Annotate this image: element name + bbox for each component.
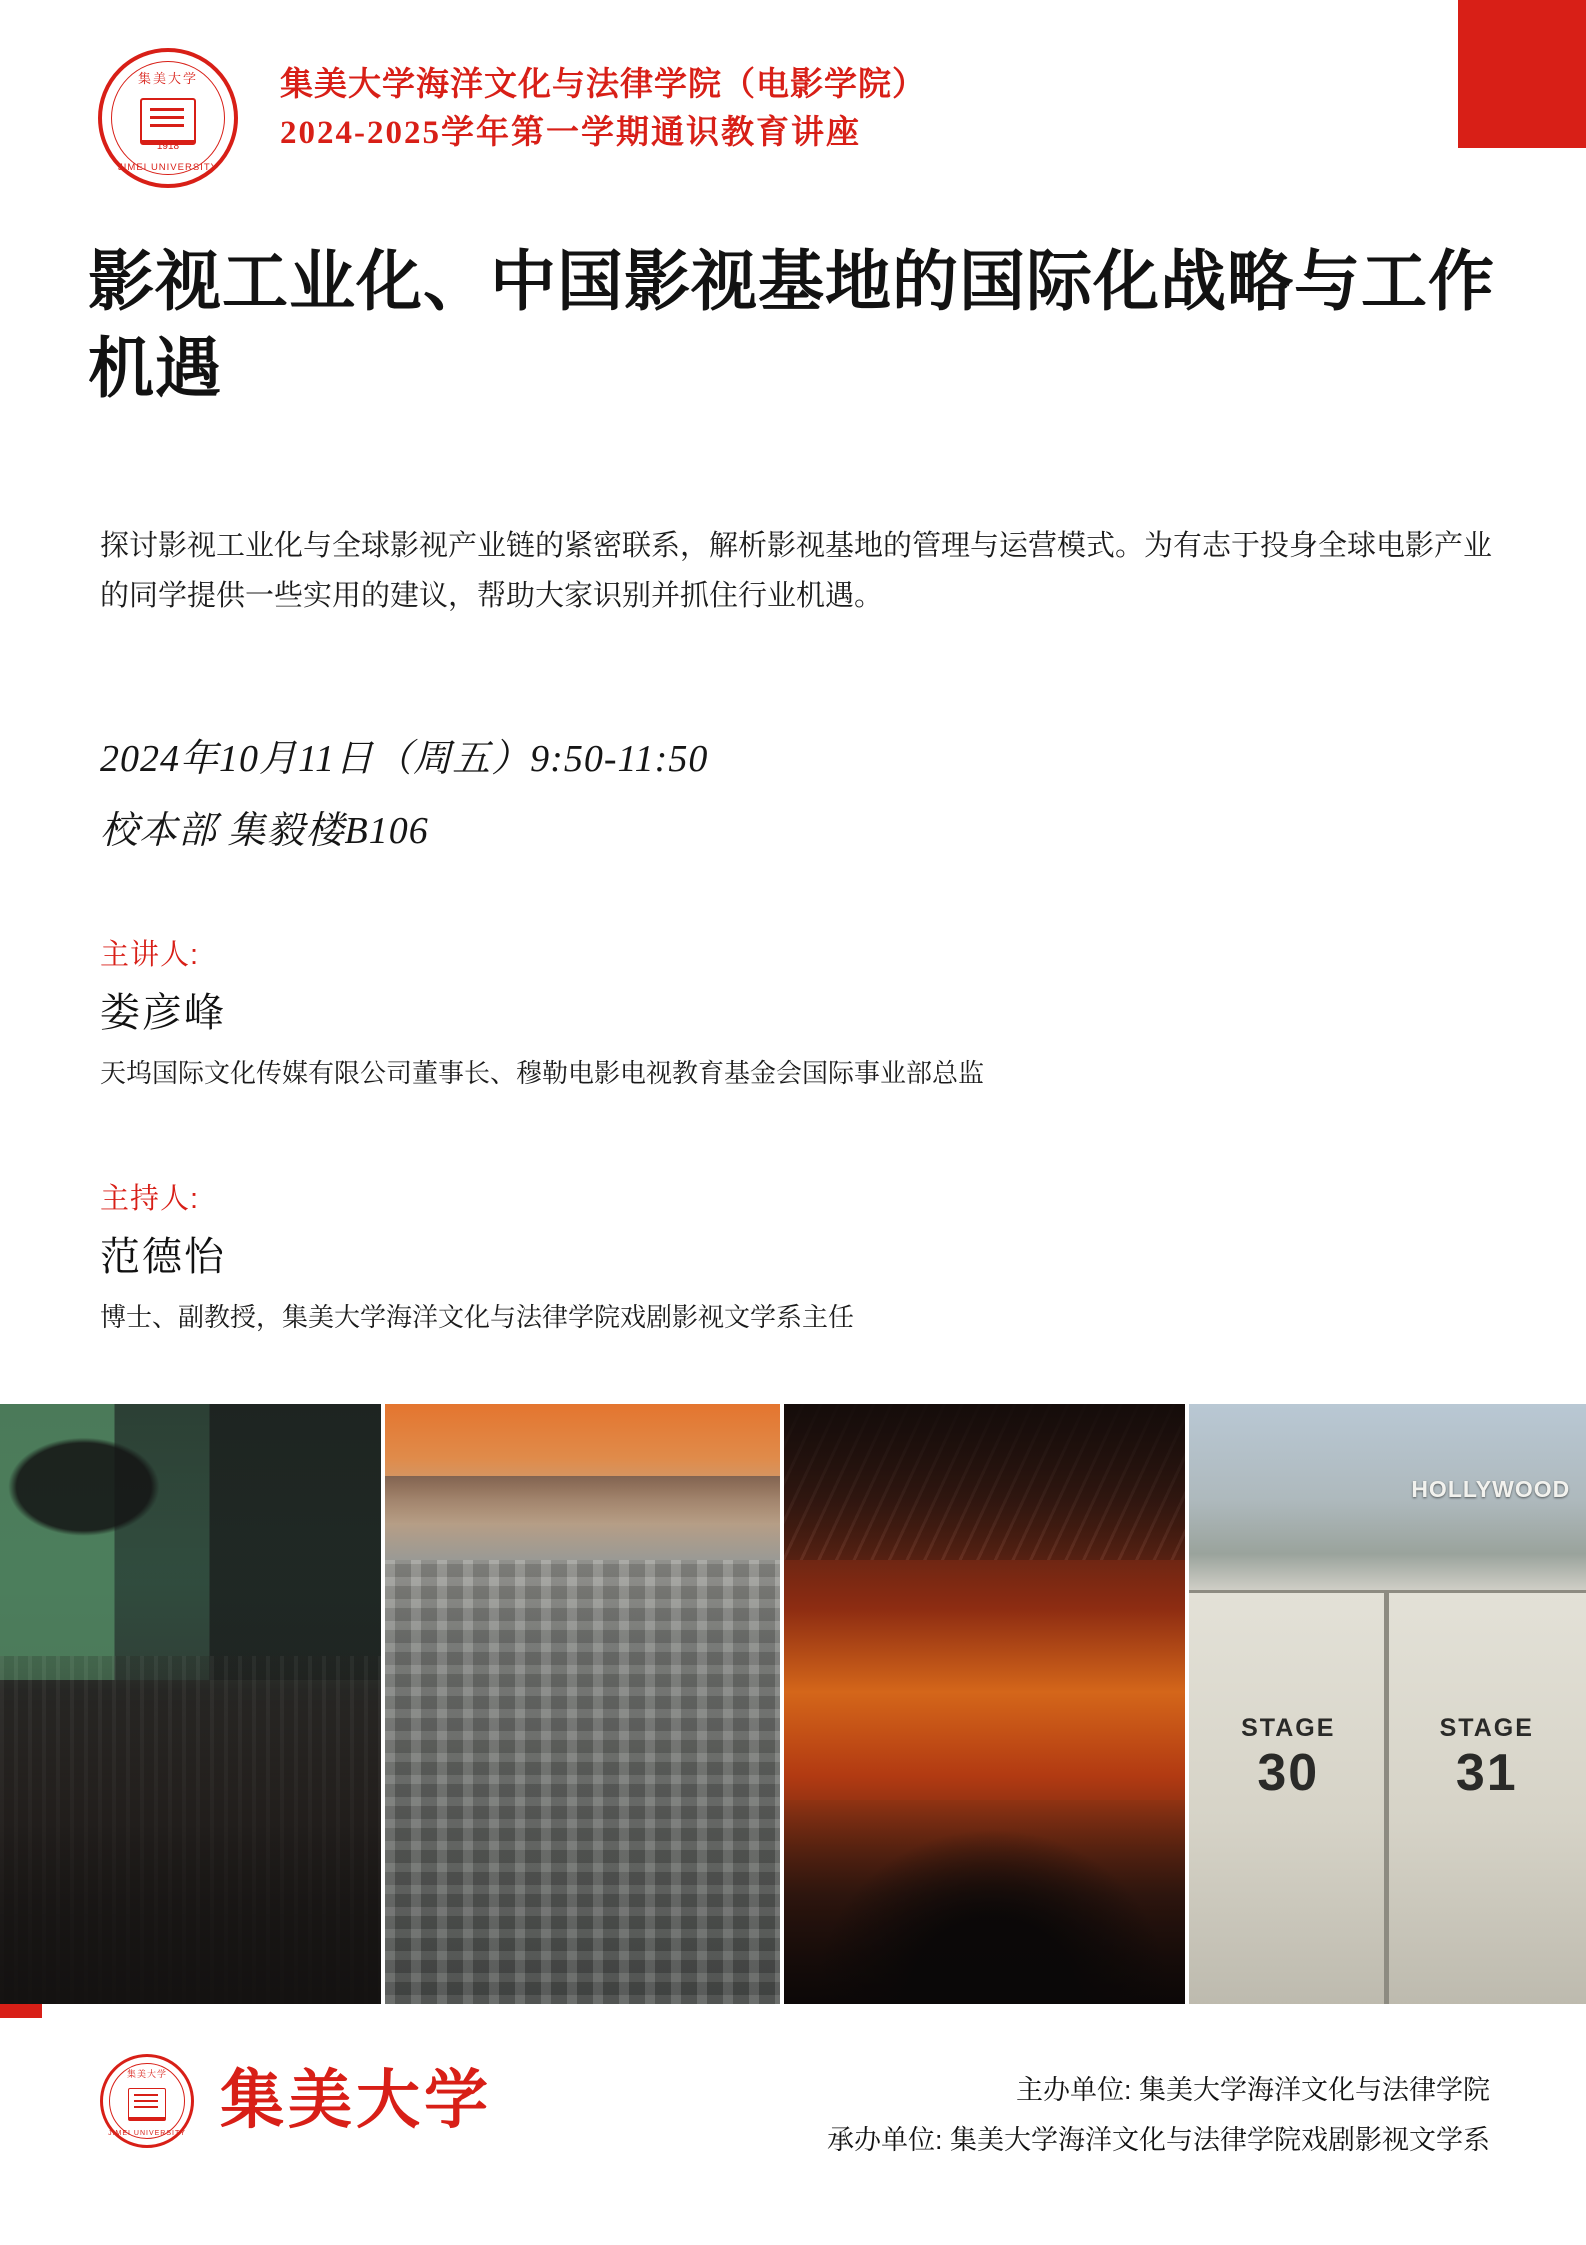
- stage-31: [1439, 1714, 1534, 1802]
- seal-bottom-text: JIMEI UNIVERSITY: [118, 161, 218, 173]
- header-text-block: [280, 48, 926, 158]
- host-block: [100, 1182, 1500, 1335]
- footer-seal-bottom-text: JIMEI UNIVERSITY: [108, 2130, 186, 2137]
- footer-seal-gate-icon: [128, 2088, 166, 2121]
- co-organizer-line: 承办单位: 集美大学海洋文化与法律学院戏剧影视文学系: [826, 2124, 1490, 2155]
- stage-30-label: STAGE: [1241, 1714, 1336, 1742]
- seal-top-text: 集美大学: [137, 71, 198, 86]
- university-seal-icon: [98, 48, 238, 188]
- green-screen-backlot-photo: [0, 1404, 381, 2004]
- page-title: 影视工业化、中国影视基地的国际化战略与工作机遇: [88, 244, 1495, 406]
- host-role-label: 主持人:: [100, 1183, 200, 1215]
- footer-university-seal-icon: [100, 2054, 194, 2148]
- organizer-line: 主办单位: 集美大学海洋文化与法律学院: [1015, 2075, 1490, 2105]
- series-line: 2024-2025学年第一学期通识教育讲座: [280, 114, 861, 151]
- seal-year-text: 1918: [156, 141, 180, 152]
- abstract-text: 探讨影视工业化与全球影视产业链的紧密联系，解析影视基地的管理与运营模式。为有志于投身全球电影产业的同学提供一些实用的建议，帮助大家识别并抓住行业机遇。: [100, 530, 1493, 612]
- stage-30: [1241, 1714, 1336, 1802]
- stage-31-number: 31: [1455, 1744, 1518, 1802]
- decorative-red-block-top-right: [1458, 0, 1586, 148]
- poster-header: [98, 48, 926, 188]
- studio-stages-photo: [1189, 1404, 1586, 2004]
- speaker-description: 天坞国际文化传媒有限公司董事长、穆勒电影电视教育基金会国际事业部总监: [100, 1057, 985, 1088]
- hollywood-sign-text: HOLLYWOOD: [1411, 1476, 1571, 1502]
- footer-wordmark: 集美大学: [220, 2065, 492, 2136]
- event-location: 校本部 集毅楼B106: [100, 810, 429, 852]
- speaker-name: 娄彦峰: [100, 990, 226, 1035]
- stage-30-number: 30: [1257, 1744, 1320, 1802]
- footer-logo: [100, 2054, 492, 2148]
- footer-seal-top-text: 集美大学: [126, 2069, 167, 2079]
- seal-gate-icon: [140, 98, 196, 145]
- stage-31-label: STAGE: [1439, 1714, 1534, 1742]
- event-datetime: 2024年10月11日（周五）9:50-11:50: [100, 738, 709, 780]
- host-name: 范德怡: [100, 1234, 226, 1279]
- footer-organizers: [827, 2066, 1490, 2166]
- host-description: 博士、副教授，集美大学海洋文化与法律学院戏剧影视文学系主任: [100, 1301, 855, 1332]
- led-volume-stage-photo: [784, 1404, 1185, 2004]
- photo-strip: [0, 1404, 1586, 2004]
- speaker-role-label: 主讲人:: [100, 939, 200, 971]
- poster-footer: [0, 2018, 1586, 2245]
- organization-line: 集美大学海洋文化与法律学院（电影学院）: [280, 67, 926, 103]
- stage-labels: [1189, 1714, 1586, 1802]
- speaker-block: [100, 938, 1500, 1091]
- aerial-city-dusk-photo: [385, 1404, 780, 2004]
